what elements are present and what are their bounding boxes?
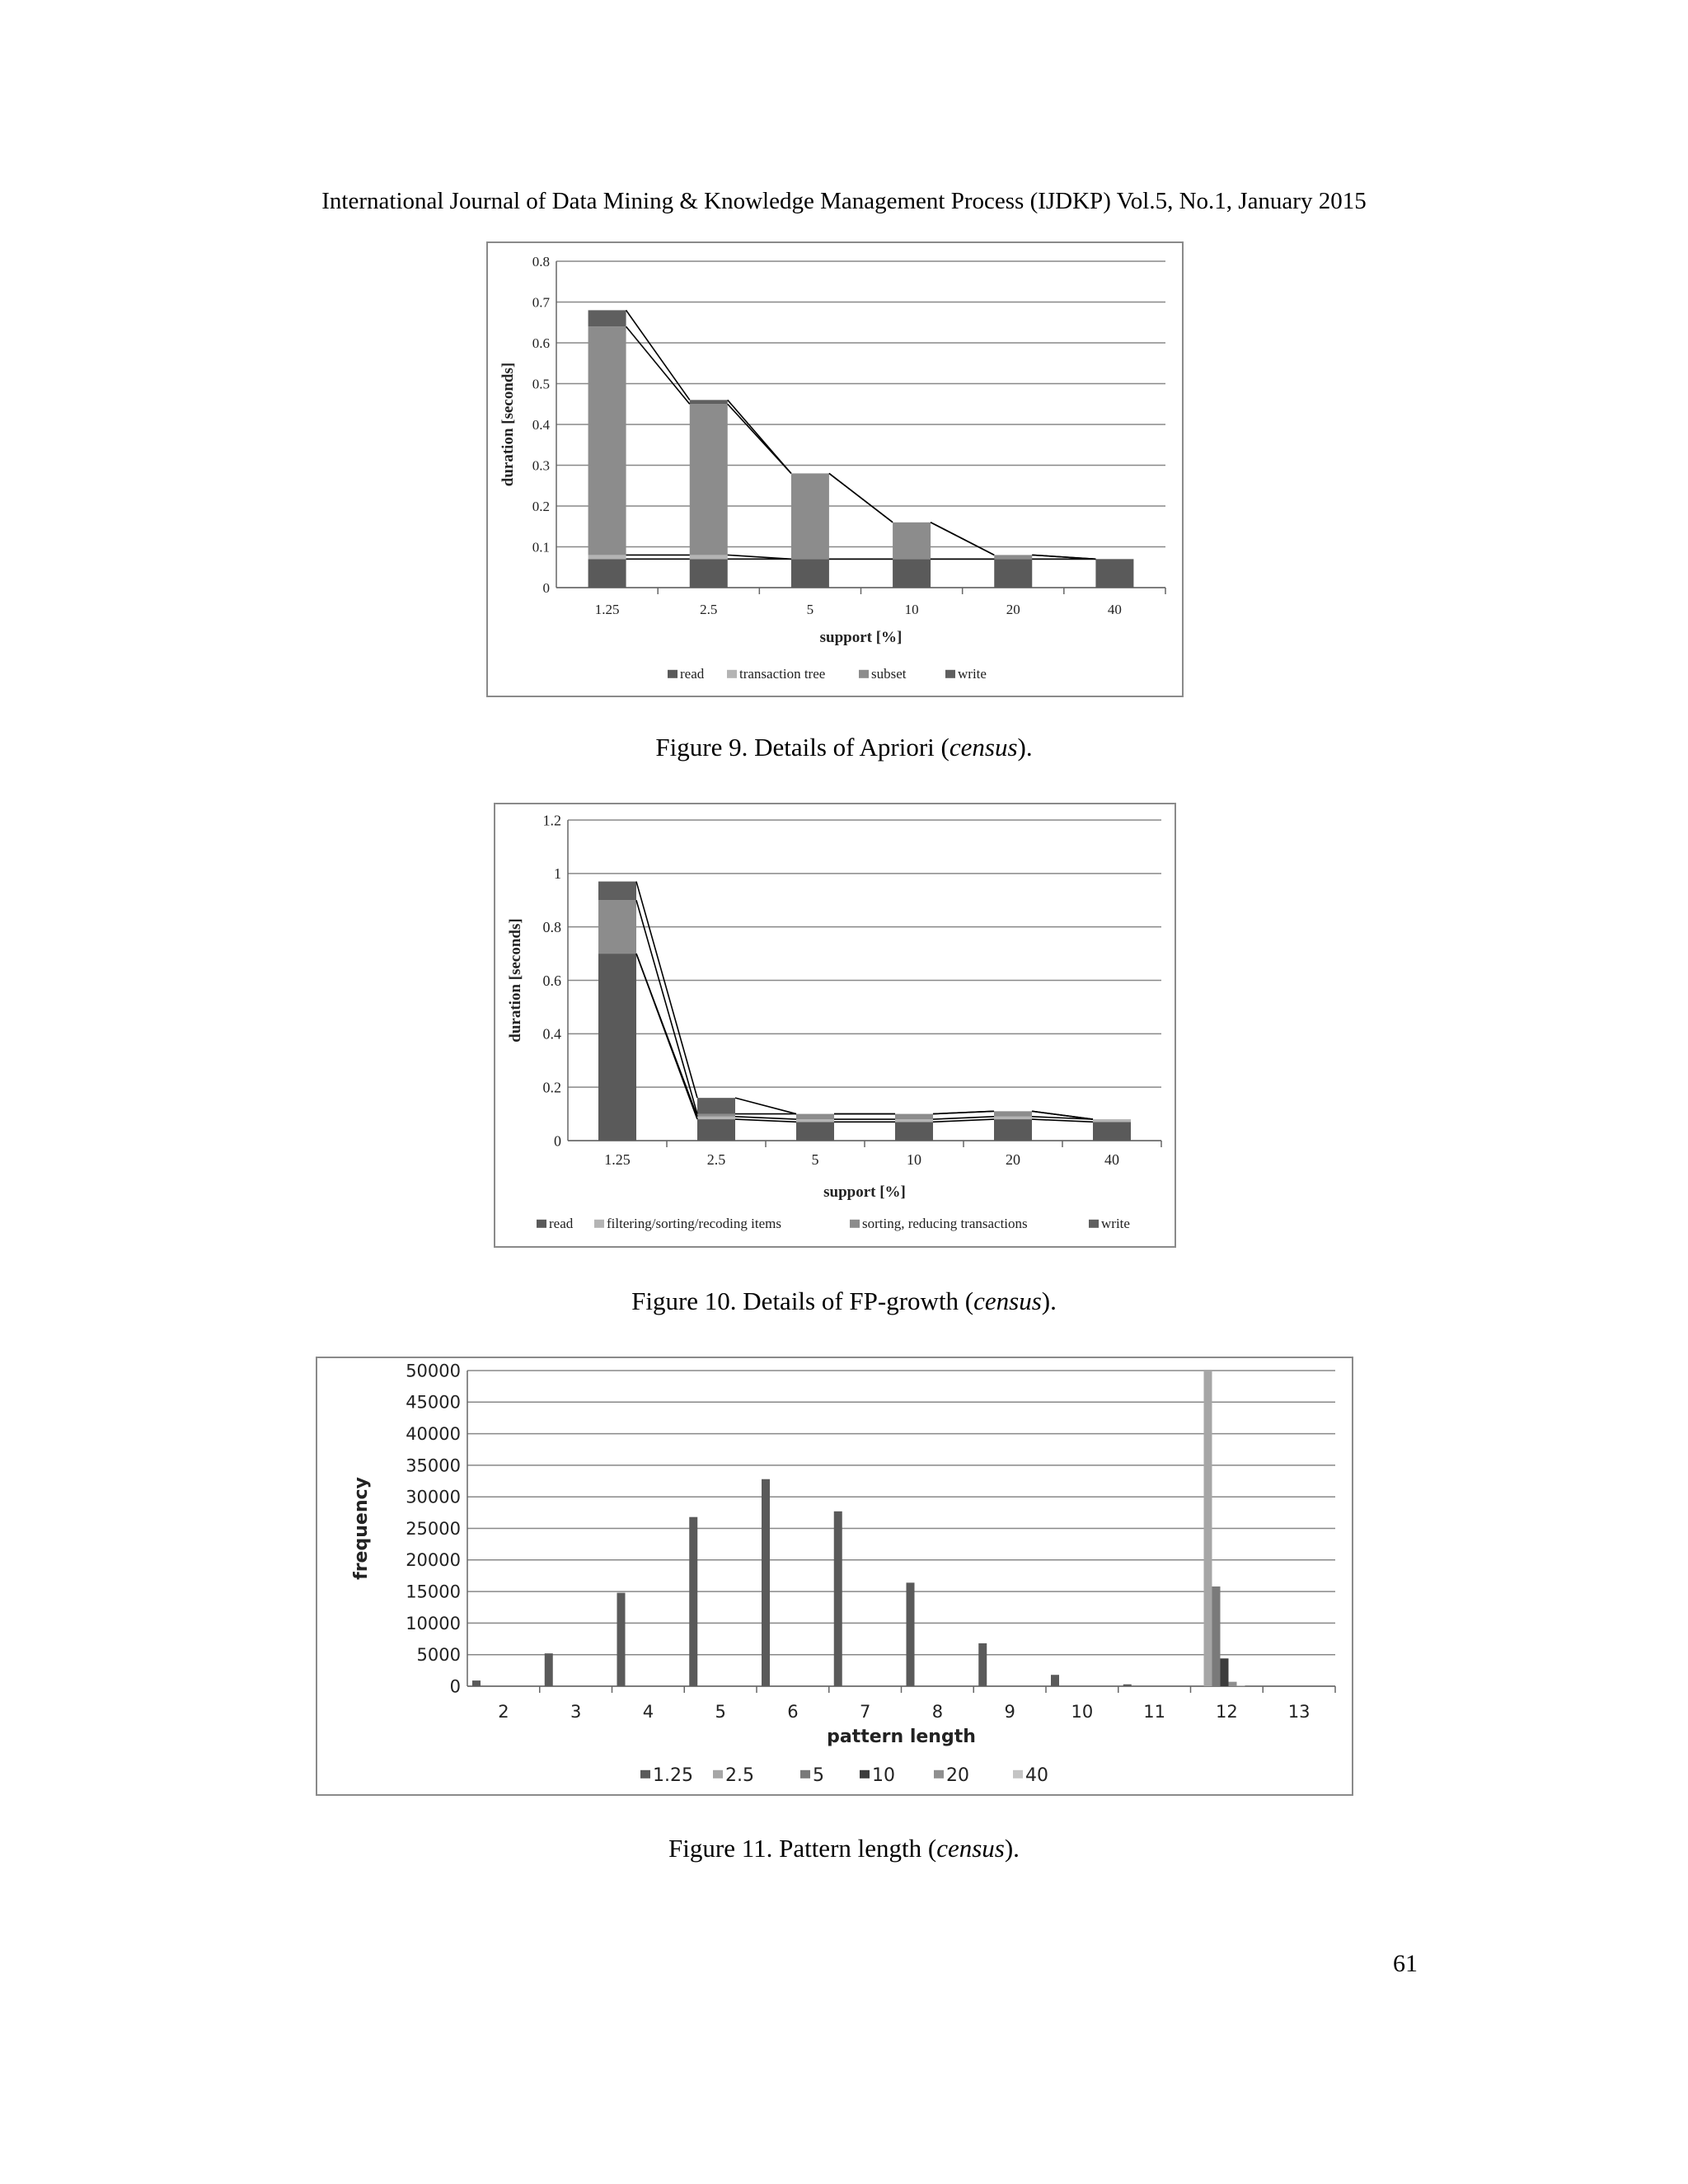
x-tick-label: 7 xyxy=(859,1702,871,1722)
x-tick-label: 9 xyxy=(1004,1702,1015,1722)
y-tick-label: 20000 xyxy=(406,1550,461,1571)
legend-swatch xyxy=(859,670,869,678)
x-tick-label: 11 xyxy=(1143,1702,1165,1722)
series-connector-line xyxy=(1032,1119,1093,1122)
x-tick-label: 5 xyxy=(715,1702,726,1722)
y-axis-label: frequency xyxy=(351,1477,372,1580)
legend-label: 5 xyxy=(813,1765,824,1786)
legend-label: 20 xyxy=(946,1765,969,1786)
bar-segment xyxy=(588,555,626,559)
x-tick-label: 2.5 xyxy=(700,602,718,617)
bar-segment xyxy=(994,559,1032,588)
series-connector-line xyxy=(636,882,697,1099)
legend-label: read xyxy=(680,666,705,682)
figure-10-caption xyxy=(0,1286,1688,1316)
caption-suffix: ). xyxy=(1041,1286,1057,1315)
series-connector-line xyxy=(626,326,690,404)
series-connector-line xyxy=(933,1111,994,1113)
bar-segment xyxy=(893,523,931,560)
legend-label: 2.5 xyxy=(725,1765,754,1786)
fpgrowth-chart xyxy=(494,803,1176,1248)
caption-text: Figure 10. Details of FP-growth ( xyxy=(631,1286,974,1315)
bar-segment xyxy=(895,1119,933,1122)
caption-suffix: ). xyxy=(1004,1834,1020,1863)
y-tick-label: 25000 xyxy=(406,1518,461,1539)
series-connector-line xyxy=(636,900,697,1113)
bar-segment xyxy=(893,559,931,588)
y-tick-label: 0.1 xyxy=(532,539,550,555)
x-tick-label: 40 xyxy=(1107,602,1122,617)
x-tick-label: 5 xyxy=(811,1151,819,1168)
y-tick-label: 0.2 xyxy=(542,1079,561,1096)
series-connector-line xyxy=(636,954,697,1117)
legend-swatch xyxy=(850,1220,860,1228)
y-tick-label: 0.4 xyxy=(532,416,550,433)
caption-dataset: census xyxy=(936,1834,1005,1863)
bar xyxy=(545,1653,553,1686)
y-tick-label: 1.2 xyxy=(542,812,561,829)
x-tick-label: 10 xyxy=(904,602,919,617)
bar-segment xyxy=(796,1114,834,1119)
bar-segment xyxy=(994,1111,1032,1116)
caption-text: Figure 11. Pattern length ( xyxy=(668,1834,937,1863)
legend-label: filtering/sorting/recoding items xyxy=(607,1216,781,1231)
figure-11-caption xyxy=(0,1834,1688,1863)
bar-segment xyxy=(588,559,626,588)
y-tick-label: 30000 xyxy=(406,1487,461,1507)
bar-segment xyxy=(1093,1122,1131,1141)
y-tick-label: 0.6 xyxy=(532,335,550,351)
bar-segment xyxy=(791,473,829,559)
bar xyxy=(762,1479,770,1686)
x-tick-label: 5 xyxy=(806,602,814,617)
fpgrowth-chart-svg xyxy=(495,804,1178,1249)
series-connector-line xyxy=(933,1117,994,1119)
y-tick-label: 0.6 xyxy=(542,972,561,989)
y-tick-label: 0.8 xyxy=(532,253,550,269)
legend-label: 1.25 xyxy=(653,1765,693,1786)
bar xyxy=(1204,1371,1212,1686)
legend-label: read xyxy=(549,1216,574,1231)
x-tick-label: 12 xyxy=(1216,1702,1238,1722)
figure-9-caption xyxy=(0,733,1688,762)
x-axis-label: support [%] xyxy=(819,629,903,646)
x-tick-label: 10 xyxy=(1071,1702,1094,1722)
legend-swatch xyxy=(1013,1770,1023,1779)
running-header: International Journal of Data Mining & Knowledge Management Process (IJDKP) Vol.5, No.1, January 2015 xyxy=(321,188,1367,214)
y-tick-label: 50000 xyxy=(406,1361,461,1381)
series-connector-line xyxy=(735,1098,796,1113)
x-tick-label: 40 xyxy=(1104,1151,1119,1168)
legend-label: 40 xyxy=(1025,1765,1048,1786)
x-tick-label: 10 xyxy=(907,1151,921,1168)
pattern-length-chart xyxy=(316,1357,1353,1796)
y-tick-label: 0 xyxy=(554,1132,561,1150)
y-tick-label: 15000 xyxy=(406,1582,461,1602)
bar xyxy=(1212,1586,1221,1686)
bar-segment xyxy=(994,1119,1032,1141)
bar-segment xyxy=(796,1122,834,1141)
x-tick-label: 2 xyxy=(498,1702,509,1722)
legend-swatch xyxy=(537,1220,546,1228)
bar-segment xyxy=(598,882,636,901)
legend-label: transaction tree xyxy=(739,666,826,682)
legend-swatch xyxy=(934,1770,944,1779)
bar-segment xyxy=(895,1122,933,1141)
apriori-chart-svg xyxy=(488,243,1185,699)
caption-dataset: census xyxy=(973,1286,1042,1315)
x-tick-label: 4 xyxy=(642,1702,654,1722)
bar-segment xyxy=(994,555,1032,559)
x-tick-label: 1.25 xyxy=(604,1151,631,1168)
bar-segment xyxy=(1093,1119,1131,1122)
legend-swatch xyxy=(594,1220,604,1228)
y-tick-label: 0.2 xyxy=(532,498,550,514)
y-tick-label: 35000 xyxy=(406,1455,461,1476)
bar-segment xyxy=(690,555,728,559)
caption-suffix: ). xyxy=(1017,733,1033,762)
bar xyxy=(472,1680,481,1686)
bar-segment xyxy=(697,1114,735,1117)
bar-segment xyxy=(588,326,626,555)
y-tick-label: 5000 xyxy=(416,1645,461,1666)
series-connector-line xyxy=(829,473,893,522)
bar-segment xyxy=(690,559,728,588)
bar xyxy=(1221,1658,1229,1686)
bar-segment xyxy=(697,1098,735,1113)
series-connector-line xyxy=(735,1119,796,1122)
x-tick-label: 20 xyxy=(1006,602,1020,617)
y-tick-label: 0.8 xyxy=(542,918,561,935)
bar xyxy=(617,1593,626,1686)
series-connector-line xyxy=(626,310,690,400)
legend-label: 10 xyxy=(872,1765,895,1786)
bar-segment xyxy=(791,559,829,588)
x-tick-label: 20 xyxy=(1006,1151,1020,1168)
bar xyxy=(1229,1682,1237,1686)
legend-swatch xyxy=(945,670,955,678)
x-axis-label: support [%] xyxy=(823,1183,906,1201)
bar-segment xyxy=(1095,559,1133,588)
legend-swatch xyxy=(640,1770,650,1779)
legend-swatch xyxy=(668,670,678,678)
legend-swatch xyxy=(860,1770,870,1779)
x-tick-label: 13 xyxy=(1287,1702,1311,1722)
y-tick-label: 1 xyxy=(554,865,561,883)
bar-segment xyxy=(895,1114,933,1119)
x-tick-label: 8 xyxy=(931,1702,944,1722)
y-tick-label: 0 xyxy=(542,579,550,596)
bar xyxy=(834,1511,842,1686)
bar-segment xyxy=(690,404,728,555)
series-connector-line xyxy=(735,1117,796,1119)
x-tick-label: 2.5 xyxy=(706,1151,726,1168)
x-tick-label: 1.25 xyxy=(594,602,620,617)
y-tick-label: 45000 xyxy=(406,1392,461,1413)
legend-swatch xyxy=(800,1770,810,1779)
bar-segment xyxy=(598,954,636,1141)
page-number: 61 xyxy=(1393,1950,1418,1977)
pattern-length-chart-svg xyxy=(317,1358,1355,1797)
legend-label: write xyxy=(1101,1216,1130,1231)
bar-segment xyxy=(588,310,626,326)
bar-segment xyxy=(697,1119,735,1141)
bar xyxy=(1051,1675,1059,1686)
x-tick-label: 6 xyxy=(787,1702,799,1722)
y-tick-label: 0.4 xyxy=(542,1025,561,1043)
y-tick-label: 0.5 xyxy=(532,376,550,392)
y-tick-label: 40000 xyxy=(406,1423,461,1444)
legend-label: write xyxy=(958,666,987,682)
y-tick-label: 0.7 xyxy=(532,294,550,311)
bar-segment xyxy=(994,1117,1032,1119)
y-tick-label: 10000 xyxy=(406,1613,461,1633)
bar-segment xyxy=(690,400,728,404)
x-axis-label: pattern length xyxy=(827,1727,976,1747)
series-connector-line xyxy=(728,400,791,473)
bar xyxy=(689,1517,697,1686)
caption-dataset: census xyxy=(949,733,1018,762)
legend-swatch xyxy=(1089,1220,1099,1228)
y-axis-label: duration [seconds] xyxy=(507,918,524,1043)
x-tick-label: 3 xyxy=(570,1702,582,1722)
bar-segment xyxy=(598,900,636,954)
bar-segment xyxy=(796,1119,834,1122)
bar xyxy=(1123,1685,1132,1686)
series-connector-line xyxy=(931,523,994,555)
bar xyxy=(907,1582,915,1686)
bar xyxy=(1237,1685,1245,1686)
bar xyxy=(978,1643,987,1686)
legend-label: subset xyxy=(871,666,907,682)
legend-label: sorting, reducing transactions xyxy=(862,1216,1028,1231)
y-tick-label: 0.3 xyxy=(532,457,550,474)
bar-segment xyxy=(697,1117,735,1119)
apriori-chart xyxy=(486,241,1184,697)
legend-swatch xyxy=(713,1770,723,1779)
y-tick-label: 0 xyxy=(449,1676,461,1697)
y-axis-label: duration [seconds] xyxy=(499,362,517,487)
legend-swatch xyxy=(727,670,737,678)
series-connector-line xyxy=(933,1119,994,1122)
caption-text: Figure 9. Details of Apriori ( xyxy=(655,733,950,762)
